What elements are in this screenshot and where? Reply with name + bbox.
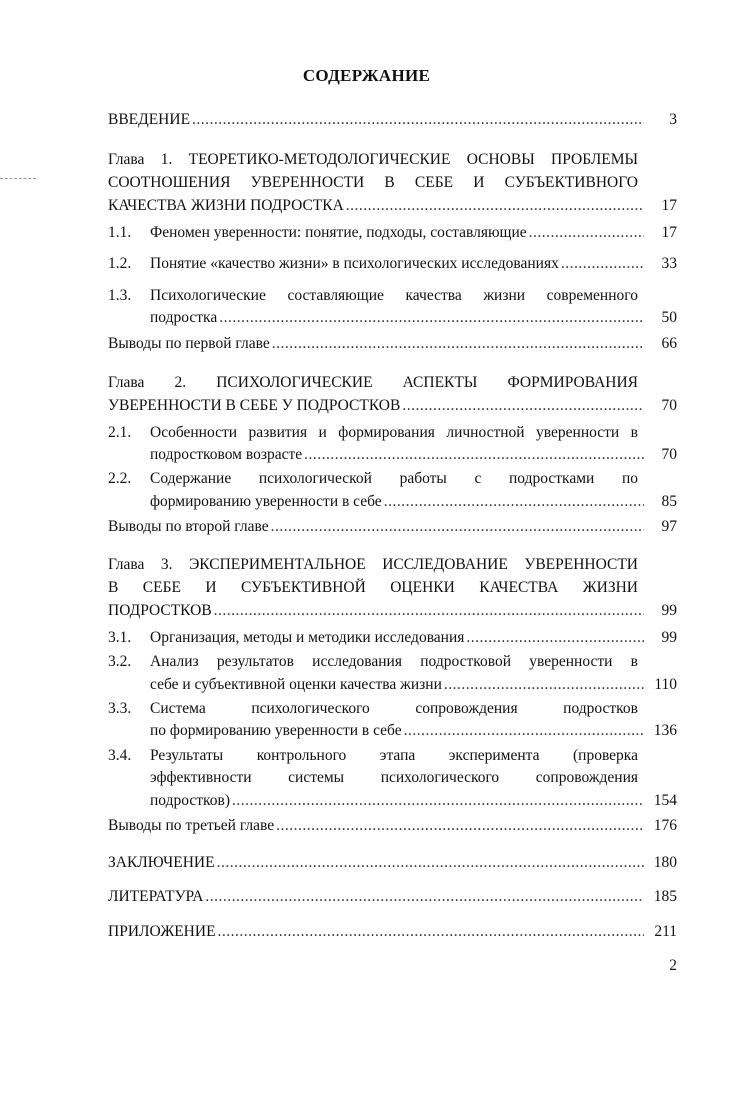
toc-entry-1-1: Феномен уверенности: понятие, подходы, составляющие ..... xyxy=(150,223,646,243)
toc-entry-3-3-line-1: Система психологического сопровождения подростков xyxy=(150,700,638,717)
toc-entry-1-3-line-2: подростка ..... xyxy=(150,308,646,328)
toc-entry-3-2-line-1: Анализ результатов исследования подростковой уверенности в xyxy=(150,653,638,670)
toc-label: ВВЕДЕНИЕ xyxy=(108,111,191,128)
chapter-1-title-line-1: Глава 1. ТЕОРЕТИКО-МЕТОДОЛОГИЧЕСКИЕ ОСНОВЫ ПРОБЛЕМЫ xyxy=(108,151,638,168)
leader-dots xyxy=(218,922,644,942)
chapter-2-title-line-2: УВЕРЕННОСТИ В СЕБЕ У ПОДРОСТКОВ ..... xyxy=(108,396,646,416)
section-number: 2.2. xyxy=(108,470,132,487)
leader-dots xyxy=(272,334,644,354)
toc-entry-3-4-line-1: Результаты контрольного этапа эксперимента (проверка xyxy=(150,747,638,764)
leader-dots xyxy=(214,601,644,621)
toc-page: 185 xyxy=(653,888,677,905)
toc-page: 66 xyxy=(661,335,677,352)
toc-entry-literature: ЛИТЕРАТУРА ..... xyxy=(108,887,646,907)
leader-dots xyxy=(402,396,644,416)
toc-entry-summary-2: Выводы по второй главе ..... xyxy=(108,517,646,537)
toc-entry-3-3-line-2: по формированию уверенности в себе ..... xyxy=(150,721,646,741)
toc-page: 99 xyxy=(661,629,677,646)
leader-dots xyxy=(444,675,644,695)
section-number: 1.3. xyxy=(108,287,132,304)
toc-page: 99 xyxy=(661,602,677,619)
leader-dots xyxy=(217,853,644,873)
toc-entry-3-4-line-2: эффективности системы психологического сопровождения xyxy=(150,769,638,786)
toc-page: 3 xyxy=(669,111,677,128)
section-number: 1.2. xyxy=(108,255,132,272)
toc-page: 136 xyxy=(653,722,677,739)
toc-entry-2-2-line-2: формированию уверенности в себе ..... xyxy=(150,492,646,512)
leader-dots xyxy=(561,254,644,274)
toc-page: 154 xyxy=(653,792,677,809)
leader-dots xyxy=(232,791,644,811)
section-number: 2.1. xyxy=(108,424,132,441)
toc-entry-summary-3: Выводы по третьей главе ..... xyxy=(108,816,646,836)
section-number: 3.2. xyxy=(108,653,132,670)
toc-entry-intro xyxy=(108,110,646,130)
toc-entry-conclusion: ЗАКЛЮЧЕНИЕ ..... xyxy=(108,853,646,873)
page-number: 2 xyxy=(669,957,677,974)
chapter-3-title-line-2: В СЕБЕ И СУБЪЕКТИВНОЙ ОЦЕНКИ КАЧЕСТВА ЖИЗНИ xyxy=(108,579,638,596)
toc-entry-1-3-line-1: Психологические составляющие качества жизни современного xyxy=(150,287,638,304)
chapter-2-title-line-1: Глава 2. ПСИХОЛОГИЧЕСКИЕ АСПЕКТЫ ФОРМИРОВАНИЯ xyxy=(108,374,638,391)
toc-entry-3-2-line-2: себе и субъективной оценки качества жизни ..... xyxy=(150,675,646,695)
toc-page: 97 xyxy=(661,518,677,535)
toc-page: 211 xyxy=(654,923,677,940)
leader-dots xyxy=(529,223,644,243)
toc-page: 17 xyxy=(661,224,677,241)
leader-dots xyxy=(205,887,644,907)
toc-page: 50 xyxy=(661,309,677,326)
toc-page: 180 xyxy=(653,854,677,871)
chapter-3-title-line-1: Глава 3. ЭКСПЕРИМЕНТАЛЬНОЕ ИССЛЕДОВАНИЕ УВЕРЕННОСТИ xyxy=(108,556,638,573)
section-number: 3.3. xyxy=(108,700,132,717)
toc-entry-2-2-line-1: Содержание психологической работы с подростками по xyxy=(150,470,638,487)
leader-dots xyxy=(346,196,644,216)
section-number: 1.1. xyxy=(108,224,132,241)
toc-page: 85 xyxy=(661,493,677,510)
toc-entry-3-1: Организация, методы и методики исследования ..... xyxy=(150,628,646,648)
section-number: 3.4. xyxy=(108,747,132,764)
leader-dots xyxy=(192,110,644,130)
leader-dots xyxy=(466,628,644,648)
toc-page: 70 xyxy=(661,446,677,463)
toc-entry-summary-1: Выводы по первой главе ..... xyxy=(108,334,646,354)
page-title: СОДЕРЖАНИЕ xyxy=(302,66,431,85)
chapter-3-title-line-3: ПОДРОСТКОВ ..... xyxy=(108,601,646,621)
leader-dots xyxy=(271,517,644,537)
toc-page: 176 xyxy=(653,817,677,834)
leader-dots xyxy=(404,721,644,741)
leader-dots xyxy=(219,308,644,328)
chapter-1-title-line-3: КАЧЕСТВА ЖИЗНИ ПОДРОСТКА ..... xyxy=(108,196,646,216)
leader-dots xyxy=(304,445,644,465)
toc-page: 33 xyxy=(661,255,677,272)
toc-entry-1-2: Понятие «качество жизни» в психологических исследованиях ..... xyxy=(150,254,646,274)
toc-page: 70 xyxy=(661,397,677,414)
margin-scan-mark xyxy=(0,178,36,179)
leader-dots xyxy=(276,816,644,836)
toc-entry-2-1-line-2: подростковом возрасте ..... xyxy=(150,445,646,465)
toc-entry-3-4-line-3: подростков) ..... xyxy=(150,791,646,811)
toc-page: 110 xyxy=(654,676,677,693)
toc-page: 17 xyxy=(661,197,677,214)
toc-entry-appendix: ПРИЛОЖЕНИЕ ..... xyxy=(108,922,646,942)
leader-dots xyxy=(384,492,644,512)
toc-entry-2-1-line-1: Особенности развития и формирования личностной уверенности в xyxy=(150,424,638,441)
section-number: 3.1. xyxy=(108,629,132,646)
chapter-1-title-line-2: СООТНОШЕНИЯ УВЕРЕННОСТИ В СЕБЕ И СУБЪЕКТИВНОГО xyxy=(108,174,638,191)
